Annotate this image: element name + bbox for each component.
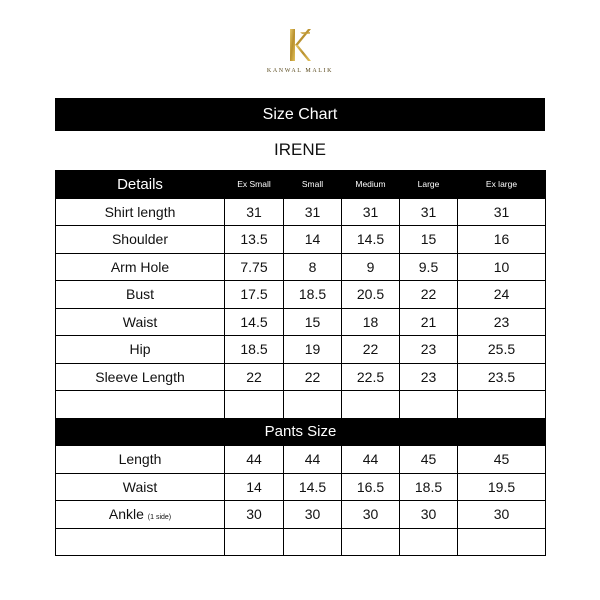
pants-size-title: Pants Size	[56, 418, 546, 446]
cell: 45	[400, 446, 458, 474]
cell: 15	[284, 308, 342, 336]
cell: 16	[458, 226, 546, 254]
table-row	[56, 473, 546, 501]
product-name: IRENE	[274, 140, 326, 159]
cell: 14.5	[225, 308, 284, 336]
empty-cell	[400, 391, 458, 419]
empty-cell	[284, 391, 342, 419]
cell: 30	[458, 501, 546, 529]
empty-row	[56, 391, 546, 419]
empty-cell	[56, 528, 225, 556]
table-row	[56, 253, 546, 281]
cell: 18.5	[225, 336, 284, 364]
cell: 23	[458, 308, 546, 336]
cell: 31	[225, 198, 284, 226]
cell: 30	[225, 501, 284, 529]
cell: 31	[458, 198, 546, 226]
table-row	[56, 308, 546, 336]
cell: 18.5	[400, 473, 458, 501]
brand-name: KANWAL MALIK	[266, 68, 334, 74]
cell: 44	[225, 446, 284, 474]
cell: 7.75	[225, 253, 284, 281]
empty-cell	[284, 528, 342, 556]
cell: 14.5	[284, 473, 342, 501]
empty-cell	[400, 528, 458, 556]
table-row	[56, 226, 546, 254]
cell: 45	[458, 446, 546, 474]
table-header-row	[56, 171, 546, 199]
empty-cell	[56, 391, 225, 419]
cell: 13.5	[225, 226, 284, 254]
size-chart-banner	[55, 98, 545, 131]
cell: 31	[400, 198, 458, 226]
cell: 15	[400, 226, 458, 254]
cell: 22.5	[342, 363, 400, 391]
row-label: Shirt length	[56, 198, 225, 226]
row-label: Shoulder	[56, 226, 225, 254]
cell: 22	[342, 336, 400, 364]
header-medium: Medium	[342, 171, 400, 199]
cell: 18.5	[284, 281, 342, 309]
k-monogram-icon	[288, 28, 312, 62]
cell: 19.5	[458, 473, 546, 501]
row-label-note: (1 side)	[147, 514, 172, 522]
size-table	[55, 170, 546, 556]
header-large: Large	[400, 171, 458, 199]
header-ex-small: Ex Small	[225, 171, 284, 199]
cell: 23.5	[458, 363, 546, 391]
cell: 30	[284, 501, 342, 529]
empty-cell	[225, 391, 284, 419]
cell: 16.5	[342, 473, 400, 501]
cell: 25.5	[458, 336, 546, 364]
cell: 20.5	[342, 281, 400, 309]
row-label: Length	[56, 446, 225, 474]
empty-cell	[342, 391, 400, 419]
cell: 10	[458, 253, 546, 281]
header-small: Small	[284, 171, 342, 199]
row-label	[56, 501, 225, 529]
cell: 8	[284, 253, 342, 281]
cell: 23	[400, 336, 458, 364]
cell: 31	[342, 198, 400, 226]
table-row	[56, 198, 546, 226]
header-ex-large: Ex large	[458, 171, 546, 199]
row-label-text: Ankle	[108, 506, 144, 523]
cell: 22	[400, 281, 458, 309]
row-label: Arm Hole	[56, 253, 225, 281]
header-details: Details	[56, 171, 225, 199]
table-row	[56, 363, 546, 391]
cell: 14.5	[342, 226, 400, 254]
empty-row	[56, 528, 546, 556]
cell: 44	[284, 446, 342, 474]
cell: 22	[284, 363, 342, 391]
cell: 19	[284, 336, 342, 364]
table-row	[56, 501, 546, 529]
cell: 14	[284, 226, 342, 254]
table-row	[56, 446, 546, 474]
row-label: Bust	[56, 281, 225, 309]
row-label: Waist	[56, 308, 225, 336]
cell: 31	[284, 198, 342, 226]
cell: 21	[400, 308, 458, 336]
empty-cell	[458, 528, 546, 556]
table-row	[56, 281, 546, 309]
cell: 30	[342, 501, 400, 529]
row-label: Sleeve Length	[56, 363, 225, 391]
cell: 44	[342, 446, 400, 474]
cell: 14	[225, 473, 284, 501]
empty-cell	[342, 528, 400, 556]
cell: 18	[342, 308, 400, 336]
cell: 9.5	[400, 253, 458, 281]
size-chart-title: Size Chart	[262, 105, 338, 123]
row-label: Hip	[56, 336, 225, 364]
table-row	[56, 336, 546, 364]
row-label: Waist	[56, 473, 225, 501]
pants-section-row	[56, 418, 546, 446]
cell: 22	[225, 363, 284, 391]
cell: 23	[400, 363, 458, 391]
cell: 17.5	[225, 281, 284, 309]
empty-cell	[225, 528, 284, 556]
cell: 9	[342, 253, 400, 281]
cell: 30	[400, 501, 458, 529]
cell: 24	[458, 281, 546, 309]
empty-cell	[458, 391, 546, 419]
